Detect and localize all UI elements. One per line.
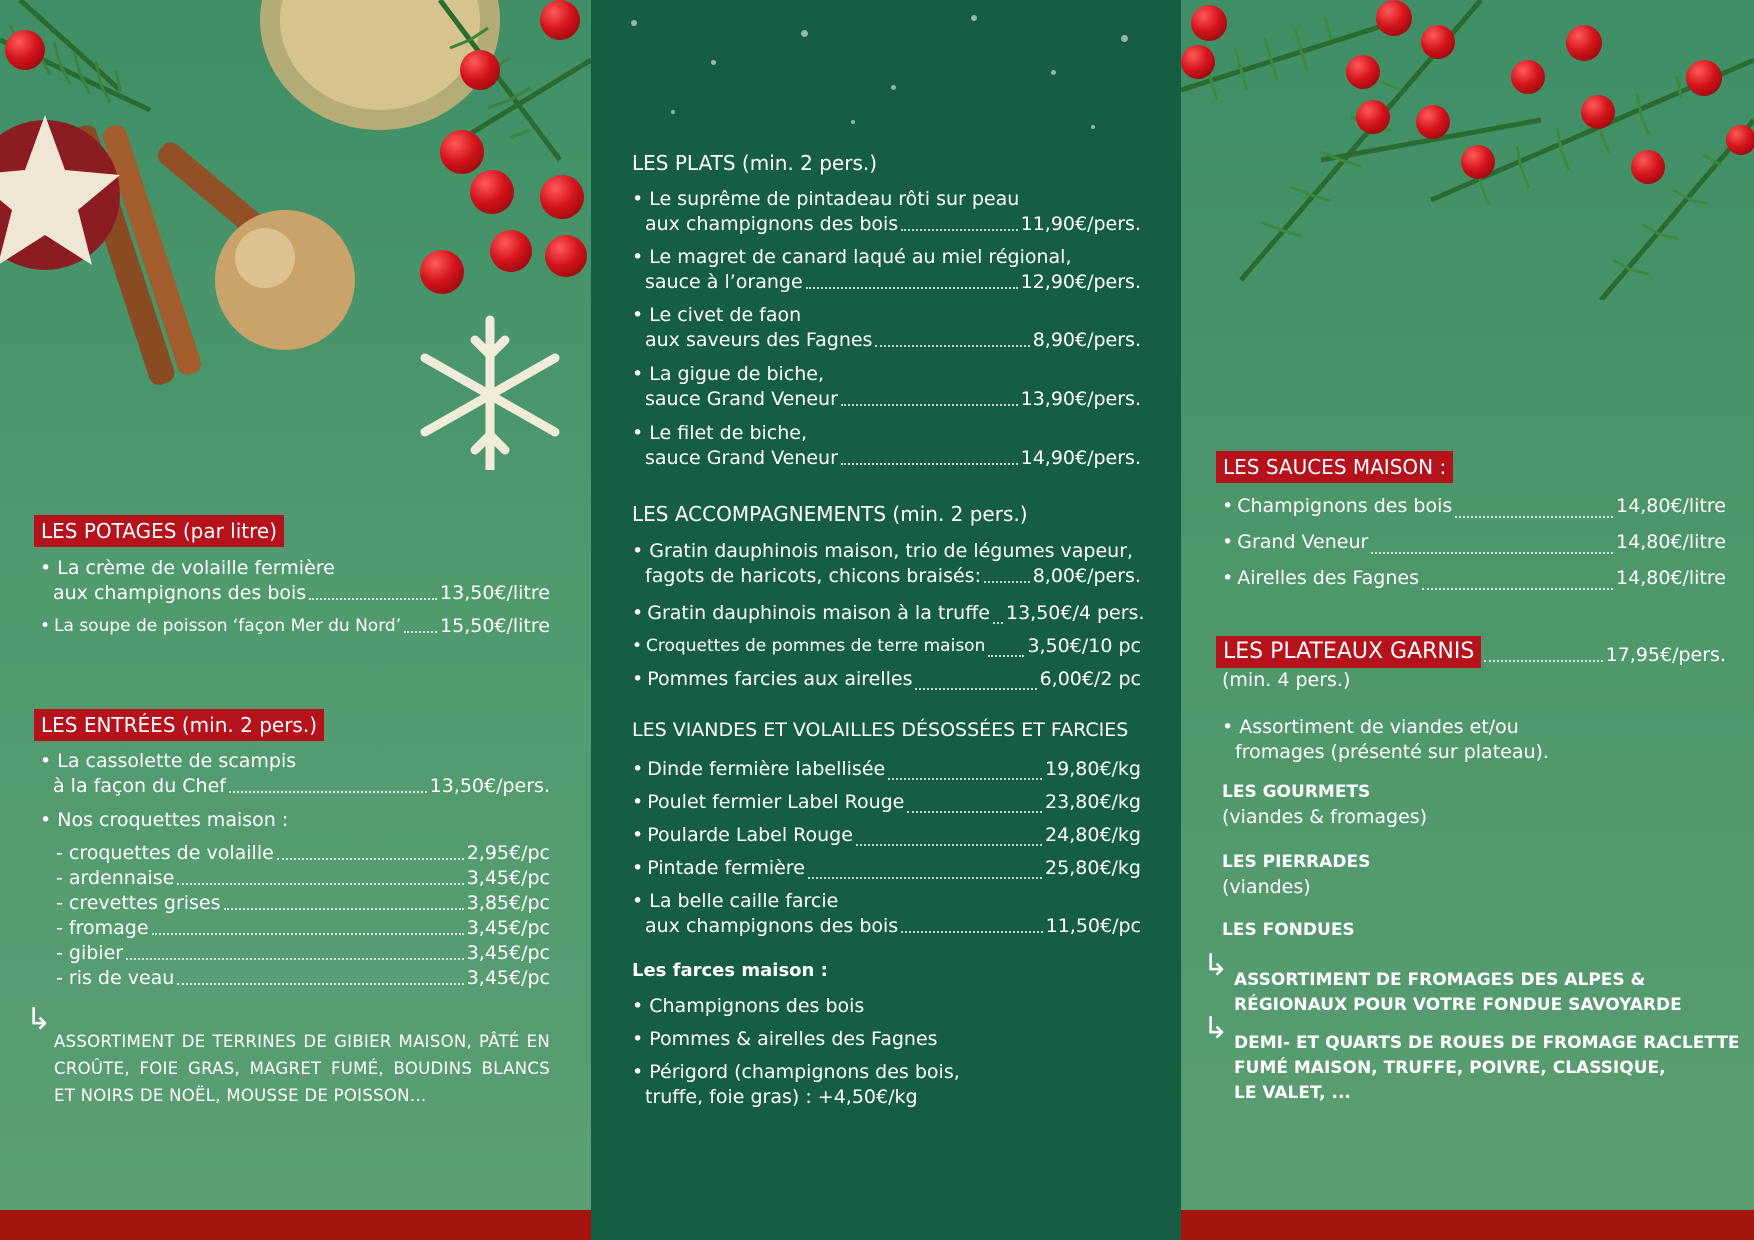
croquette-name: - gibier [56,942,124,964]
berry [440,130,484,174]
croquette-name: - ris de veau [56,967,175,989]
viande-row: • Pintade fermière 25,80€/kg [632,852,1141,885]
farce-name: Champignons des bois [649,995,865,1017]
dot-leader [984,581,1030,583]
viande-name: Poularde Label Rouge [647,824,853,846]
caille-line2: aux champignons des bois [645,915,899,937]
viande-price: 24,80€/kg [1045,824,1141,846]
section-viandes-title: LES VIANDES ET VOLAILLES DÉSOSSÉES ET FARCIES [632,719,1129,741]
berry [540,0,580,40]
plat-line1: Le civet de faon [649,304,802,326]
sauce-price: 14,80€/litre [1616,567,1726,589]
plat-line1: Le magret de canard laqué au miel régional, [649,246,1072,268]
plat-line2: sauce Grand Veneur [645,447,838,469]
plat-item-4: • La gigue de biche, sauce Grand Veneur 13,90€/pers. [632,363,1141,410]
viande-caille: • La belle caille farcie aux champignons des bois 11,50€/pc [632,890,1141,937]
berry [545,235,587,277]
pierrades-sub: (viandes) [1222,876,1311,898]
plat-line2: sauce à l’orange [645,271,803,293]
dot-leader [224,908,464,910]
croquette-price: 3,45€/pc [466,942,550,964]
snow-dot [891,85,896,90]
accomp-name: Gratin dauphinois maison à la truffe [647,602,990,624]
berry [540,175,584,219]
accomp-price: 13,50€/4 pers. [1005,602,1145,624]
accomp-name: Pommes farcies aux airelles [647,668,913,690]
potage-2-price: 15,50€/litre [440,615,550,637]
berry [1181,45,1215,79]
croquettes-title: • Nos croquettes maison : [40,809,289,831]
croquette-name: - crevettes grises [56,892,221,914]
caille-price: 11,50€/pc [1045,915,1141,937]
croquette-price: 2,95€/pc [466,842,550,864]
snow-dot [971,15,977,21]
potage-1-line1: La crème de volaille fermière [57,557,335,579]
snow-dot [711,60,716,65]
farce-item: • Pommes & airelles des Fagnes [632,1028,938,1050]
gourmets-block [1222,780,1427,830]
berry [1726,125,1754,155]
raclette-note-line1: DEMI- ET QUARTS DE ROUES DE FROMAGE RACLETTE [1234,1033,1740,1053]
dot-leader [875,345,1029,347]
bottom-band [0,1210,591,1240]
plat-price: 14,90€/pers. [1020,447,1141,469]
accomp-sub-text: (min. 2 pers.) [892,502,1028,526]
accomp-price: 3,50€/10 pc [1027,635,1141,657]
dot-leader [229,791,427,793]
plateaux-min: (min. 4 pers.) [1222,669,1351,691]
berry [1581,95,1615,129]
viande-name: Poulet fermier Label Rouge [647,791,905,813]
potage-1-line2: aux champignons des bois [53,582,307,604]
berry [1421,25,1455,59]
raclette-note-line2: FUMÉ MAISON, TRUFFE, POIVRE, CLASSIQUE, [1234,1058,1666,1078]
gourmets-sub: (viandes & fromages) [1222,806,1428,828]
section-potages-title [34,515,284,547]
snow-dot [1091,125,1095,129]
berry [420,250,464,294]
viandes-list [632,753,1141,885]
plat-line2: aux saveurs des Fagnes [645,329,873,351]
raclette-note-line3: LE VALET, ... [1234,1083,1351,1103]
sauce-name: Champignons des bois [1237,495,1453,517]
perigord-line2: truffe, foie gras) : +4,50€/kg [645,1086,918,1108]
plat-line1: Le suprême de pintadeau rôti sur peau [649,188,1020,210]
plat-line2: aux champignons des bois [645,213,899,235]
viande-row: • Dinde fermière labellisée 19,80€/kg [632,753,1141,786]
sauce-row: • Grand Veneur 14,80€/litre [1222,524,1726,560]
dot-leader [152,933,464,935]
gratin-line1: Gratin dauphinois maison, trio de légumes vapeur, [649,540,1134,562]
dot-leader [277,858,464,860]
sauce-price: 14,80€/litre [1616,531,1726,553]
dot-leader [806,287,1018,289]
croquette-row [56,866,550,891]
section-plats-title [632,151,877,175]
plat-price: 12,90€/pers. [1020,271,1141,293]
farce-item: • Champignons des bois [632,995,865,1017]
croquette-price: 3,45€/pc [466,967,550,989]
farces-list [632,990,1141,1056]
entree-cassolette: • La cassolette de scampis à la façon du Chef 13,50€/pers. [40,750,550,797]
croquettes-list [56,841,550,991]
accomp-row: • Croquettes de pommes de terre maison 3,50€/10 pc [632,630,1141,663]
dot-leader [1422,588,1613,590]
berry [1631,150,1665,184]
potage-item-1: • La crème de volaille fermière aux champignons des bois 13,50€/litre [40,557,550,604]
croquette-row [56,916,550,941]
sauce-name: Grand Veneur [1237,531,1369,553]
gratin-line2: fagots de haricots, chicons braisés: [645,565,981,587]
dot-leader [856,844,1042,846]
accomp-name: Croquettes de pommes de terre maison [646,636,986,656]
assort-line2: fromages (présenté sur plateau). [1235,741,1549,763]
dot-leader [988,655,1024,657]
middle-panel [591,0,1181,1240]
dot-leader [915,688,1036,690]
potages-sub-text: (par litre) [182,519,278,543]
plat-price: 11,90€/pers. [1020,213,1141,235]
snow-dot [851,120,855,124]
accomp-row: • Gratin dauphinois maison à la truffe 13,50€/4 pers. [632,597,1141,630]
berry [460,50,500,90]
plateaux-assortiment: • Assortiment de viandes et/ou fromages (présenté sur plateau). [1222,716,1549,763]
plateaux-price: 17,95€/pers. [1605,644,1726,666]
dot-leader [309,598,437,600]
left-panel [0,0,591,1240]
viande-name: Pintade fermière [647,857,805,879]
cassolette-line2: à la façon du Chef [53,775,226,797]
dot-leader [841,463,1018,465]
croquette-row [56,966,550,991]
croquette-row [56,941,550,966]
plateaux-title: LES PLATEAUX GARNIS [1216,636,1481,668]
pierrades-block [1222,850,1370,900]
section-accompagnements-title [632,502,1028,526]
croquette-price: 3,45€/pc [466,867,550,889]
berry [5,30,45,70]
dot-leader [177,883,463,885]
viande-price: 23,80€/kg [1045,791,1141,813]
raclette-note [1234,1031,1740,1106]
croquette-name: - fromage [56,917,149,939]
accomp-row: • Pommes farcies aux airelles 6,00€/2 pc [632,663,1141,696]
plat-line1: Le filet de biche, [649,422,808,444]
croquette-price: 3,45€/pc [466,917,550,939]
terrines-note: ASSORTIMENT DE TERRINES DE GIBIER MAISON, PÂTÉ EN CROÛTE, FOIE GRAS, MAGRET FUMÉ, BOUDINS BLANCS ET NOIRS DE NOËL, MOUSSE DE POISSON... [54,1032,550,1105]
sauce-row: • Airelles des Fagnes 14,80€/litre [1222,560,1726,596]
dot-leader [808,877,1042,879]
fromages-note [1234,968,1682,1018]
dot-leader [901,931,1042,933]
cassolette-line1: La cassolette de scampis [57,750,297,772]
berry [1346,55,1380,89]
berry [1191,5,1227,41]
pierrades-title: LES PIERRADES [1222,852,1371,872]
accomp-price: 6,00€/2 pc [1039,668,1141,690]
entrees-title-text: LES ENTRÉES [41,713,176,737]
berry [490,230,532,272]
plat-item-5: • Le filet de biche, sauce Grand Veneur 14,90€/pers. [632,422,1141,469]
section-entrees-title [34,709,324,741]
croquette-price: 3,85€/pc [466,892,550,914]
farce-name: Pommes & airelles des Fagnes [649,1028,938,1050]
accomp-title-text: LES ACCOMPAGNEMENTS [632,502,887,526]
gourmets-title: LES GOURMETS [1222,782,1371,802]
plat-price: 8,90€/pers. [1032,329,1141,351]
plat-item-3: • Le civet de faon aux saveurs des Fagnes 8,90€/pers. [632,304,1141,351]
farces-title: Les farces maison : [632,960,828,981]
plat-item-2: • Le magret de canard laqué au miel régional, sauce à l’orange 12,90€/pers. [632,246,1141,293]
berry [1356,100,1390,134]
sauces-list [1222,488,1726,596]
farce-perigord: • Périgord (champignons des bois, truffe, foie gras) : +4,50€/kg [632,1061,960,1108]
dot-leader [907,811,1042,813]
snow-dot [1051,70,1056,75]
viande-price: 19,80€/kg [1045,758,1141,780]
curved-arrow-icon: ↳ [1203,948,1229,983]
dot-leader [1371,552,1613,554]
potage-2-name: La soupe de poisson ‘façon Mer du Nord’ [54,616,402,636]
fromages-note-line2: RÉGIONAUX POUR VOTRE FONDUE SAVOYARDE [1234,995,1682,1015]
plat-line2: sauce Grand Veneur [645,388,838,410]
fondues-title: LES FONDUES [1222,920,1355,940]
gratin-price: 8,00€/pers. [1032,565,1141,587]
potage-item-2: • La soupe de poisson ‘façon Mer du Nord’ 15,50€/litre [40,615,550,637]
accomp-gratin: • Gratin dauphinois maison, trio de légumes vapeur, fagots de haricots, chicons braisés: 8,00€/pers. [632,540,1141,587]
perigord-line1: Périgord (champignons des bois, [649,1061,960,1083]
caille-line1: La belle caille farcie [649,890,839,912]
plat-price: 13,90€/pers. [1020,388,1141,410]
plat-item-1: • Le suprême de pintadeau rôti sur peau aux champignons des bois 11,90€/pers. [632,188,1141,235]
viande-name: Dinde fermière labellisée [647,758,886,780]
section-sauces-title: LES SAUCES MAISON : [1216,451,1453,483]
dot-leader [1455,516,1613,518]
dot-leader [841,404,1018,406]
curved-arrow-icon: ↳ [26,1002,52,1037]
dot-leader [993,622,1003,624]
sauce-price: 14,80€/litre [1616,495,1726,517]
dot-leader [888,778,1042,780]
snow-dot [631,20,637,26]
dot-leader [1484,660,1602,662]
berry [1416,105,1450,139]
berry [1376,0,1412,36]
sauce-row: • Champignons des bois 14,80€/litre [1222,488,1726,524]
potages-title-text: LES POTAGES [41,519,177,543]
potage-1-price: 13,50€/litre [440,582,550,604]
viande-row: • Poularde Label Rouge 24,80€/kg [632,819,1141,852]
curved-arrow-icon: ↳ [1203,1011,1229,1046]
fromages-note-line1: ASSORTIMENT DE FROMAGES DES ALPES & [1234,970,1646,990]
plateaux-header [1216,636,1726,668]
dot-leader [126,958,464,960]
berry [1686,60,1722,96]
assort-line1: Assortiment de viandes et/ou [1239,716,1519,738]
croquettes-title-text: Nos croquettes maison : [57,809,289,831]
viande-price: 25,80€/kg [1045,857,1141,879]
berry [470,170,514,214]
snow-dot [1121,35,1128,42]
berry [1461,145,1495,179]
croquette-row [56,891,550,916]
sauce-name: Airelles des Fagnes [1237,567,1419,589]
dot-leader [901,229,1017,231]
accomp-list [632,597,1145,696]
right-panel [1181,0,1754,1240]
plats-title-text: LES PLATS [632,151,736,175]
cassolette-price: 13,50€/pers. [429,775,550,797]
dot-leader [404,631,437,633]
croquette-name: - croquettes de volaille [56,842,274,864]
entrees-sub-text: (min. 2 pers.) [181,713,317,737]
berry [1511,60,1545,94]
plat-line1: La gigue de biche, [649,363,825,385]
dot-leader [177,983,463,985]
snow-dot [671,110,675,114]
viande-row: • Poulet fermier Label Rouge 23,80€/kg [632,786,1141,819]
plats-sub-text: (min. 2 pers.) [741,151,878,175]
snow-dot [801,30,808,37]
bottom-band [1181,1210,1754,1240]
croquette-row [56,841,550,866]
croquette-name: - ardennaise [56,867,175,889]
berry [1566,25,1602,61]
